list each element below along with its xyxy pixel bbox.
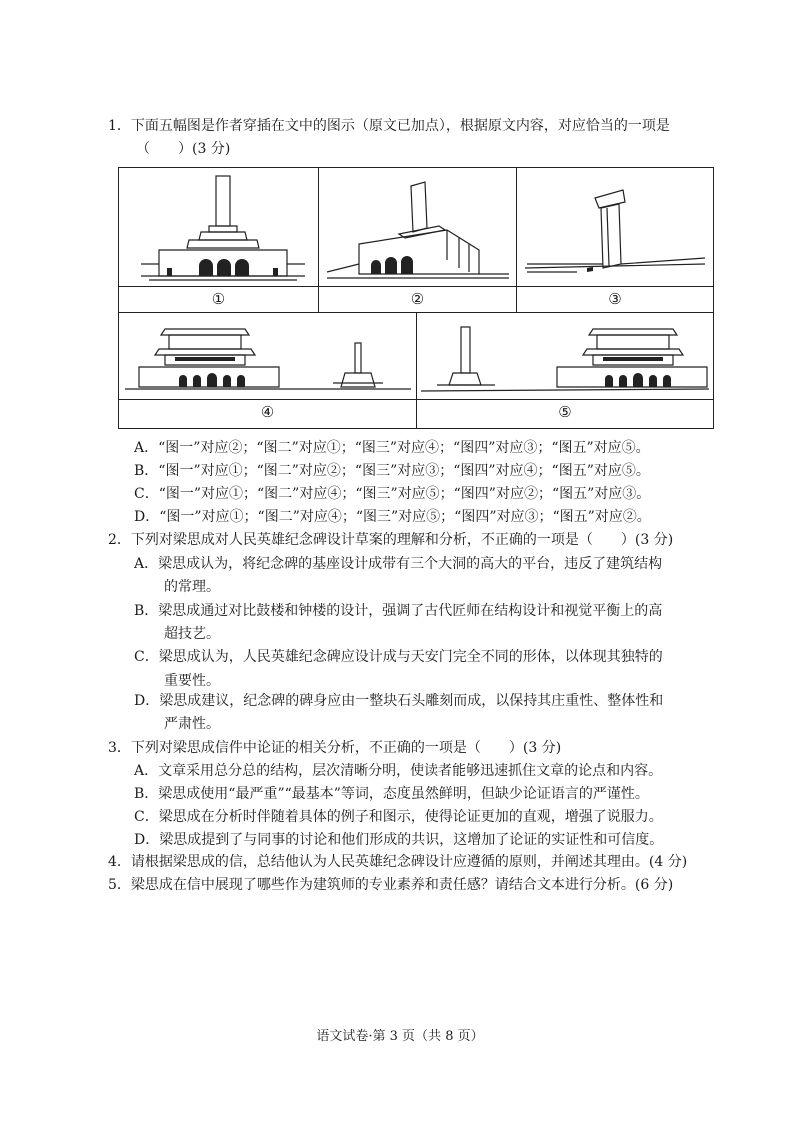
- q2-stem: 2．下列对梁思成对人民英雄纪念碑设计草案的理解和分析，不正确的一项是（ ）(3 分): [108, 532, 674, 548]
- q1-stem-line1: 1．下面五幅图是作者穿插在文中的图示（原文已加点），根据原文内容，对应恰当的一项是: [108, 118, 670, 134]
- figure-2-cell: [319, 168, 517, 308]
- figure-table: [118, 167, 714, 429]
- q1-option-c: C．“图一”对应①；“图二”对应④；“图三”对应⑤；“图四”对应②；“图五”对应③。: [134, 486, 651, 502]
- figure-3-caption-cell: [517, 287, 713, 313]
- q2-option-a-line1: A．梁思成认为，将纪念碑的基座设计成带有三个大洞的高大的平台，违反了建筑结构: [134, 556, 663, 572]
- figure-2-caption-cell: [319, 287, 517, 313]
- q1-stem-line2: （ ）(3 分): [136, 141, 231, 157]
- figure-3-label: ③: [608, 290, 622, 308]
- q2-option-c-line1: C．梁思成认为，人民英雄纪念碑应设计成与天安门完全不同的形体，以体现其独特的: [134, 649, 663, 665]
- page-footer: 语文试卷·第 3 页（共 8 页）: [316, 1029, 484, 1044]
- q2-option-a-line2: 的常理。: [164, 579, 220, 595]
- q2-option-d-line1: D．梁思成建议，纪念碑的碑身应由一整块石头雕刻而成，以保持其庄重性、整体性和: [134, 693, 664, 709]
- q3-option-b: B．梁思成使用“最严重”“最基本”等词，态度虽然鲜明，但缺少论证语言的严谨性。: [134, 786, 649, 802]
- tall-monument-and-tiananmen-sketch: [417, 313, 713, 400]
- figure-1-caption-cell: [119, 287, 319, 313]
- figure-1-label: ①: [211, 290, 226, 308]
- tiananmen-and-small-monument-sketch: [119, 313, 417, 400]
- figure-4-cell: [119, 313, 417, 421]
- monument-tall-plinth-sketch: [517, 168, 713, 287]
- q2-option-b-line2: 超技艺。: [164, 626, 220, 642]
- figure-3-cell: [517, 168, 713, 308]
- figure-4-caption-cell: [119, 400, 417, 428]
- q3-option-a: A．文章采用总分总的结构，层次清晰分明，使读者能够迅速抓住文章的论点和内容。: [134, 763, 663, 779]
- figure-1-cell: [119, 168, 319, 308]
- q3-option-c: C．梁思成在分析时伴随着具体的例子和图示，使得论证更加的直观，增强了说服力。: [134, 809, 663, 825]
- monument-on-arched-platform-sketch: [119, 168, 319, 287]
- q1-option-b: B．“图一”对应①；“图二”对应②；“图三”对应③；“图四”对应④；“图五”对应⑤。: [134, 463, 650, 479]
- q2-option-d-line2: 严肃性。: [164, 716, 220, 732]
- figure-4-label: ④: [260, 403, 275, 421]
- figure-2-label: ②: [410, 290, 425, 308]
- q2-option-c-line2: 重要性。: [164, 673, 220, 689]
- monument-perspective-platform-sketch: [319, 168, 517, 287]
- q3-option-d: D．梁思成提到了与同事的讨论和他们形成的共识，这增加了论证的实证性和可信度。: [134, 832, 664, 848]
- q1-option-a: A．“图一”对应②；“图二”对应①；“图三”对应④；“图四”对应③；“图五”对应⑤。: [134, 440, 650, 456]
- q5-stem: 5．梁思成在信中展现了哪些作为建筑师的专业素养和责任感？请结合文本进行分析。(6 分): [108, 877, 674, 893]
- figure-5-caption-cell: [417, 400, 713, 428]
- q2-option-b-line1: B．梁思成通过对比鼓楼和钟楼的设计，强调了古代匠师在结构设计和视觉平衡上的高: [134, 603, 663, 619]
- q1-option-d: D．“图一”对应①；“图二”对应④；“图三”对应⑤；“图四”对应③；“图五”对应②。: [134, 509, 651, 525]
- figure-5-label: ⑤: [558, 403, 572, 421]
- q4-stem: 4．请根据梁思成的信，总结他认为人民英雄纪念碑设计应遵循的原则，并阐述其理由。(4 分): [108, 854, 688, 870]
- figure-5-cell: [417, 313, 713, 421]
- q3-stem: 3．下列对梁思成信件中论证的相关分析，不正确的一项是（ ）(3 分): [108, 740, 562, 756]
